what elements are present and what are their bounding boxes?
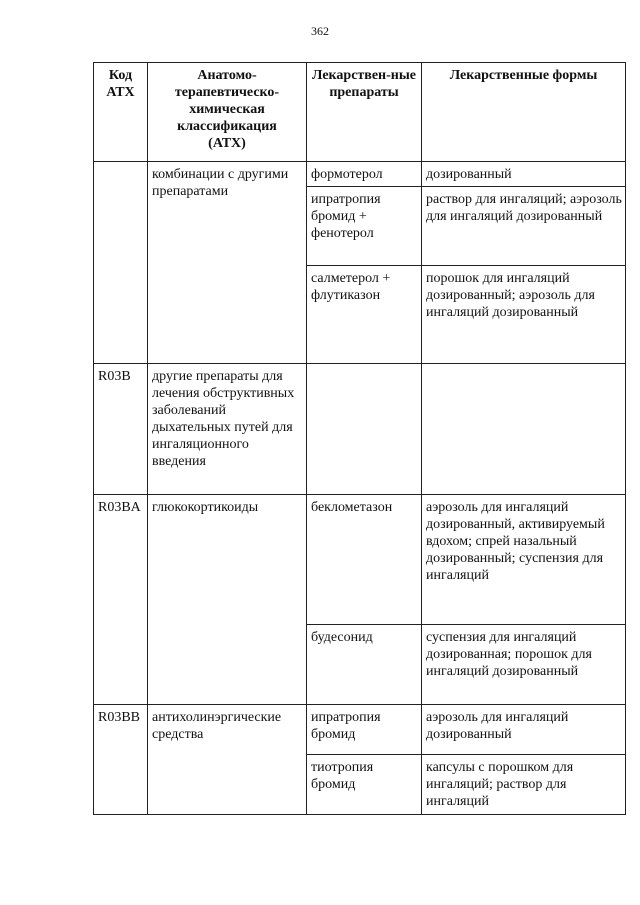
header-classification: Анатомо-терапевтическо-химическая классификация (АТХ) bbox=[148, 63, 307, 162]
classification-cell: другие препараты для лечения обструктивных заболеваний дыхательных путей для ингаляционного введения bbox=[148, 364, 307, 495]
forms-cell: дозированный bbox=[422, 162, 626, 187]
header-forms: Лекарственные формы bbox=[422, 63, 626, 162]
drug-cell: формотерол bbox=[307, 162, 422, 187]
table-header-row bbox=[94, 63, 626, 162]
forms-cell: капсулы с порошком для ингаляций; раствор для ингаляций bbox=[422, 755, 626, 815]
drug-cell: будесонид bbox=[307, 625, 422, 705]
page-number: 362 bbox=[311, 24, 329, 38]
table-row bbox=[94, 162, 626, 187]
header-code: Код АТХ bbox=[94, 63, 148, 162]
forms-cell bbox=[422, 364, 626, 495]
drug-cell: салметерол + флутиказон bbox=[307, 266, 422, 364]
drug-cell: ипратропия бромид + фенотерол bbox=[307, 187, 422, 266]
forms-cell: суспензия для ингаляций дозированная; порошок для ингаляций дозированный bbox=[422, 625, 626, 705]
code-cell bbox=[94, 162, 148, 364]
drug-cell: ипратропия бромид bbox=[307, 705, 422, 755]
drug-cell: беклометазон bbox=[307, 495, 422, 625]
classification-cell: глюкокортикоиды bbox=[148, 495, 307, 705]
forms-cell: порошок для ингаляций дозированный; аэрозоль для ингаляций дозированный bbox=[422, 266, 626, 364]
code-cell: R03BA bbox=[94, 495, 148, 705]
drug-cell: тиотропия бромид bbox=[307, 755, 422, 815]
table-row bbox=[94, 705, 626, 755]
drug-cell bbox=[307, 364, 422, 495]
forms-cell: аэрозоль для ингаляций дозированный, активируемый вдохом; спрей назальный дозированный; суспензия для ингаляций bbox=[422, 495, 626, 625]
classification-cell: комбинации с другими препаратами bbox=[148, 162, 307, 364]
header-drugs: Лекарствен-ные препараты bbox=[307, 63, 422, 162]
classification-cell: антихолинэргические средства bbox=[148, 705, 307, 815]
forms-cell: аэрозоль для ингаляций дозированный bbox=[422, 705, 626, 755]
table-row bbox=[94, 364, 626, 495]
code-cell: R03B bbox=[94, 364, 148, 495]
table-row bbox=[94, 495, 626, 625]
forms-cell: раствор для ингаляций; аэрозоль для ингаляций дозированный bbox=[422, 187, 626, 266]
atx-drug-table bbox=[93, 62, 626, 815]
code-cell: R03BB bbox=[94, 705, 148, 815]
